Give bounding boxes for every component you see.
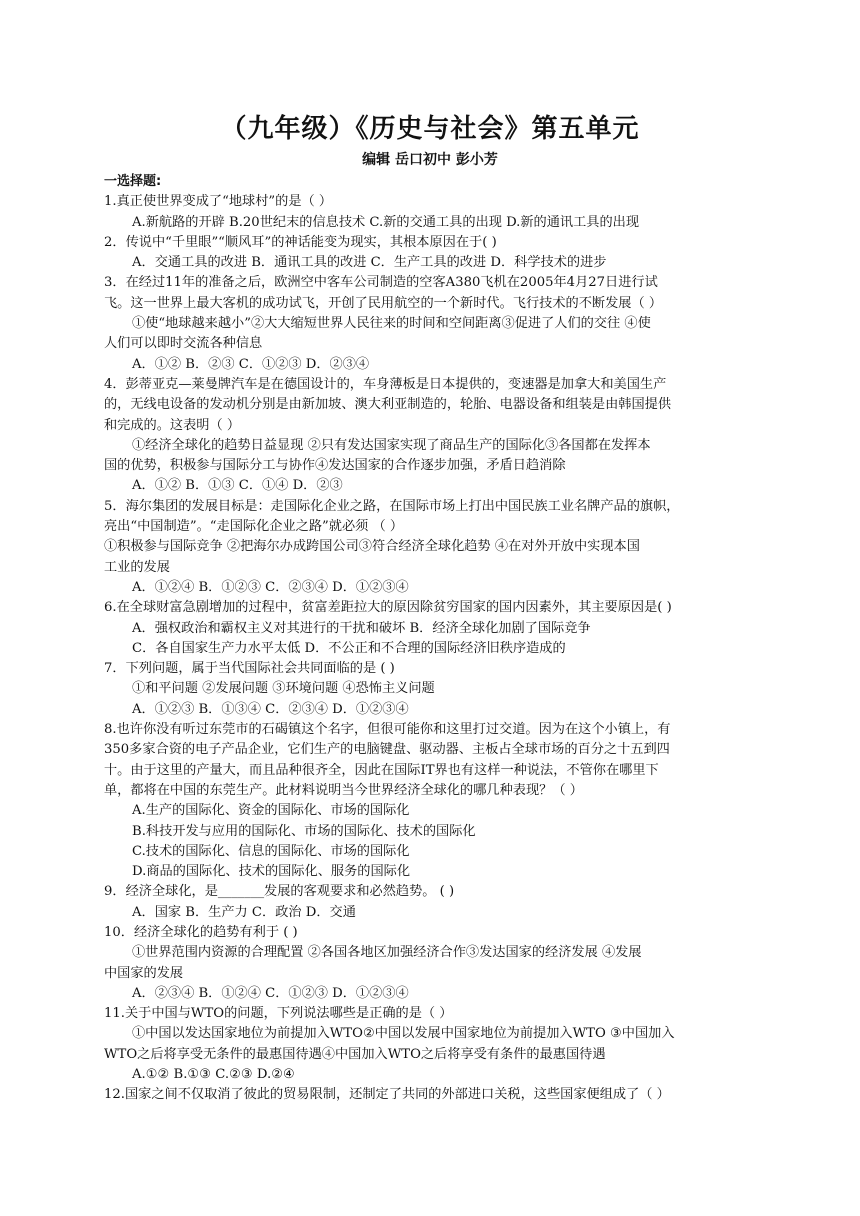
statement-list: 工业的发展 xyxy=(104,559,170,575)
question-stem: 6.在全球财富急剧增加的过程中，贫富差距拉大的原因除贫穷国家的国内因素外，其主要原因是( ) xyxy=(104,600,672,616)
question-stem: 的，无线电设备的发动机分别是由新加坡、澳大利亚制造的，轮胎、电器设备和组装是由韩国提供 xyxy=(104,397,672,413)
answer-option: A.生产的国际化、资金的国际化、市场的国际化 xyxy=(132,803,410,819)
answer-options: C．各自国家生产力水平太低 D．不公正和不合理的国际经济旧秩序造成的 xyxy=(132,640,566,656)
answer-options: A．①②③ B．①③④ C．②③④ D．①②③④ xyxy=(132,701,409,717)
answer-options: A.新航路的开辟 B.20世纪末的信息技术 C.新的交通工具的出现 D.新的通讯工具的出现 xyxy=(132,214,640,230)
question-stem: 350多家合资的电子产品企业，它们生产的电脑键盘、驱动器、主板占全球市场的百分之十五到四 xyxy=(104,742,670,758)
document-subtitle: 编辑 岳口初中 彭小芳 xyxy=(362,152,498,168)
answer-options: A．交通工具的改进 B．通讯工具的改进 C．生产工具的改进 D．科学技术的进步 xyxy=(132,255,607,271)
question-stem: 单，都将在中国的东莞生产。此材料说明当今世界经济全球化的哪几种表现？（ ） xyxy=(104,782,583,798)
statement-list: ①经济全球化的趋势日益显现 ②只有发达国家实现了商品生产的国际化③各国都在发挥本 xyxy=(132,437,651,453)
statement-list: ①使“地球越来越小”②大大缩短世界人民往来的时间和空间距离③促进了人们的交往 ④使 xyxy=(132,316,651,332)
question-stem: 3．在经过11年的准备之后，欧洲空中客车公司制造的空客A380飞机在2005年4月27日进行试 xyxy=(104,275,658,291)
answer-options: A．强权政治和霸权主义对其进行的干扰和破坏 B．经济全球化加剧了国际竞争 xyxy=(132,620,591,636)
answer-options: A．①②④ B．①②③ C．②③④ D．①②③④ xyxy=(132,579,409,595)
question-stem: 飞。这一世界上最大客机的成功试飞，开创了民用航空的一个新时代。飞行技术的不断发展（ ） xyxy=(104,295,663,311)
statement-list: ①中国以发达国家地位为前提加入WTO②中国以发展中国家地位为前提加入WTO ③中国加入 xyxy=(132,1026,675,1042)
question-stem: 11.关于中国与WTO的问题，下列说法哪些是正确的是（ ） xyxy=(104,1006,453,1022)
statement-list: ①积极参与国际竞争 ②把海尔办成跨国公司③符合经济全球化趋势 ④在对外开放中实现本国 xyxy=(104,539,640,555)
question-stem: 1.真正使世界变成了“地球村”的是（ ） xyxy=(104,194,333,210)
answer-option: C.技术的国际化、信息的国际化、市场的国际化 xyxy=(132,843,410,859)
question-stem: 和完成的。这表明（ ） xyxy=(104,417,241,433)
question-stem: 8.也许你没有听过东莞市的石碣镇这个名字，但很可能你和这里打过交道。因为在这个小镇上，有 xyxy=(104,722,671,738)
answer-options: A．②③④ B．①②④ C．①②③ D．①②③④ xyxy=(132,985,409,1001)
question-stem: 4．彭蒂亚克—莱曼牌汽车是在德国设计的，车身薄板是日本提供的，变速器是加拿大和美国生产 xyxy=(104,376,667,392)
statement-list: 国的优势，积极参与国际分工与协作④发达国家的合作逐步加强，矛盾日趋消除 xyxy=(104,458,566,474)
answer-options: A．①② B．①③ C．①④ D．②③ xyxy=(132,478,343,494)
section-heading: 一选择题: xyxy=(104,174,162,189)
answer-options: A．①② B．②③ C．①②③ D．②③④ xyxy=(132,356,370,372)
answer-option: B.科技开发与应用的国际化、市场的国际化、技术的国际化 xyxy=(132,823,476,839)
question-stem: 10．经济全球化的趋势有利于 ( ) xyxy=(104,924,298,940)
question-stem: 5．海尔集团的发展目标是：走国际化企业之路，在国际市场上打出中国民族工业名牌产品的旗帜， xyxy=(104,498,680,514)
question-stem: 12.国家之间不仅取消了彼此的贸易限制，还制定了共同的外部进口关税，这些国家便组成了（ ） xyxy=(104,1087,670,1103)
answer-options: A．国家 B．生产力 C．政治 D．交通 xyxy=(132,904,356,920)
answer-options: A.①② B.①③ C.②③ D.②④ xyxy=(132,1067,295,1083)
question-stem: 十。由于这里的产量大，而且品种很齐全，因此在国际IT界也有这样一种说法，不管你在哪里下 xyxy=(104,762,659,778)
question-list xyxy=(104,172,760,1106)
question-stem: 9．经济全球化，是_______发展的客观要求和必然趋势。 ( ) xyxy=(104,884,455,900)
question-stem: 亮出“中国制造”。“走国际化企业之路”就必须 （ ） xyxy=(104,519,404,535)
statement-list: WTO之后将享受无条件的最惠国待遇④中国加入WTO之后将享受有条件的最惠国待遇 xyxy=(104,1046,606,1062)
answer-option: D.商品的国际化、技术的国际化、服务的国际化 xyxy=(132,864,411,880)
statement-list: 人们可以即时交流各种信息 xyxy=(104,336,263,352)
document-title: （九年级）《历史与社会》第五单元 xyxy=(220,114,640,144)
statement-list: 中国家的发展 xyxy=(104,965,184,981)
statement-list: ①和平问题 ②发展问题 ③环境问题 ④恐怖主义问题 xyxy=(132,681,435,697)
question-stem: 7．下列问题，属于当代国际社会共同面临的是 ( ) xyxy=(104,661,395,677)
statement-list: ①世界范围内资源的合理配置 ②各国各地区加强经济合作③发达国家的经济发展 ④发展 xyxy=(132,945,642,961)
question-stem: 2．传说中“千里眼”“顺风耳”的神话能变为现实，其根本原因在于( ) xyxy=(104,234,497,250)
